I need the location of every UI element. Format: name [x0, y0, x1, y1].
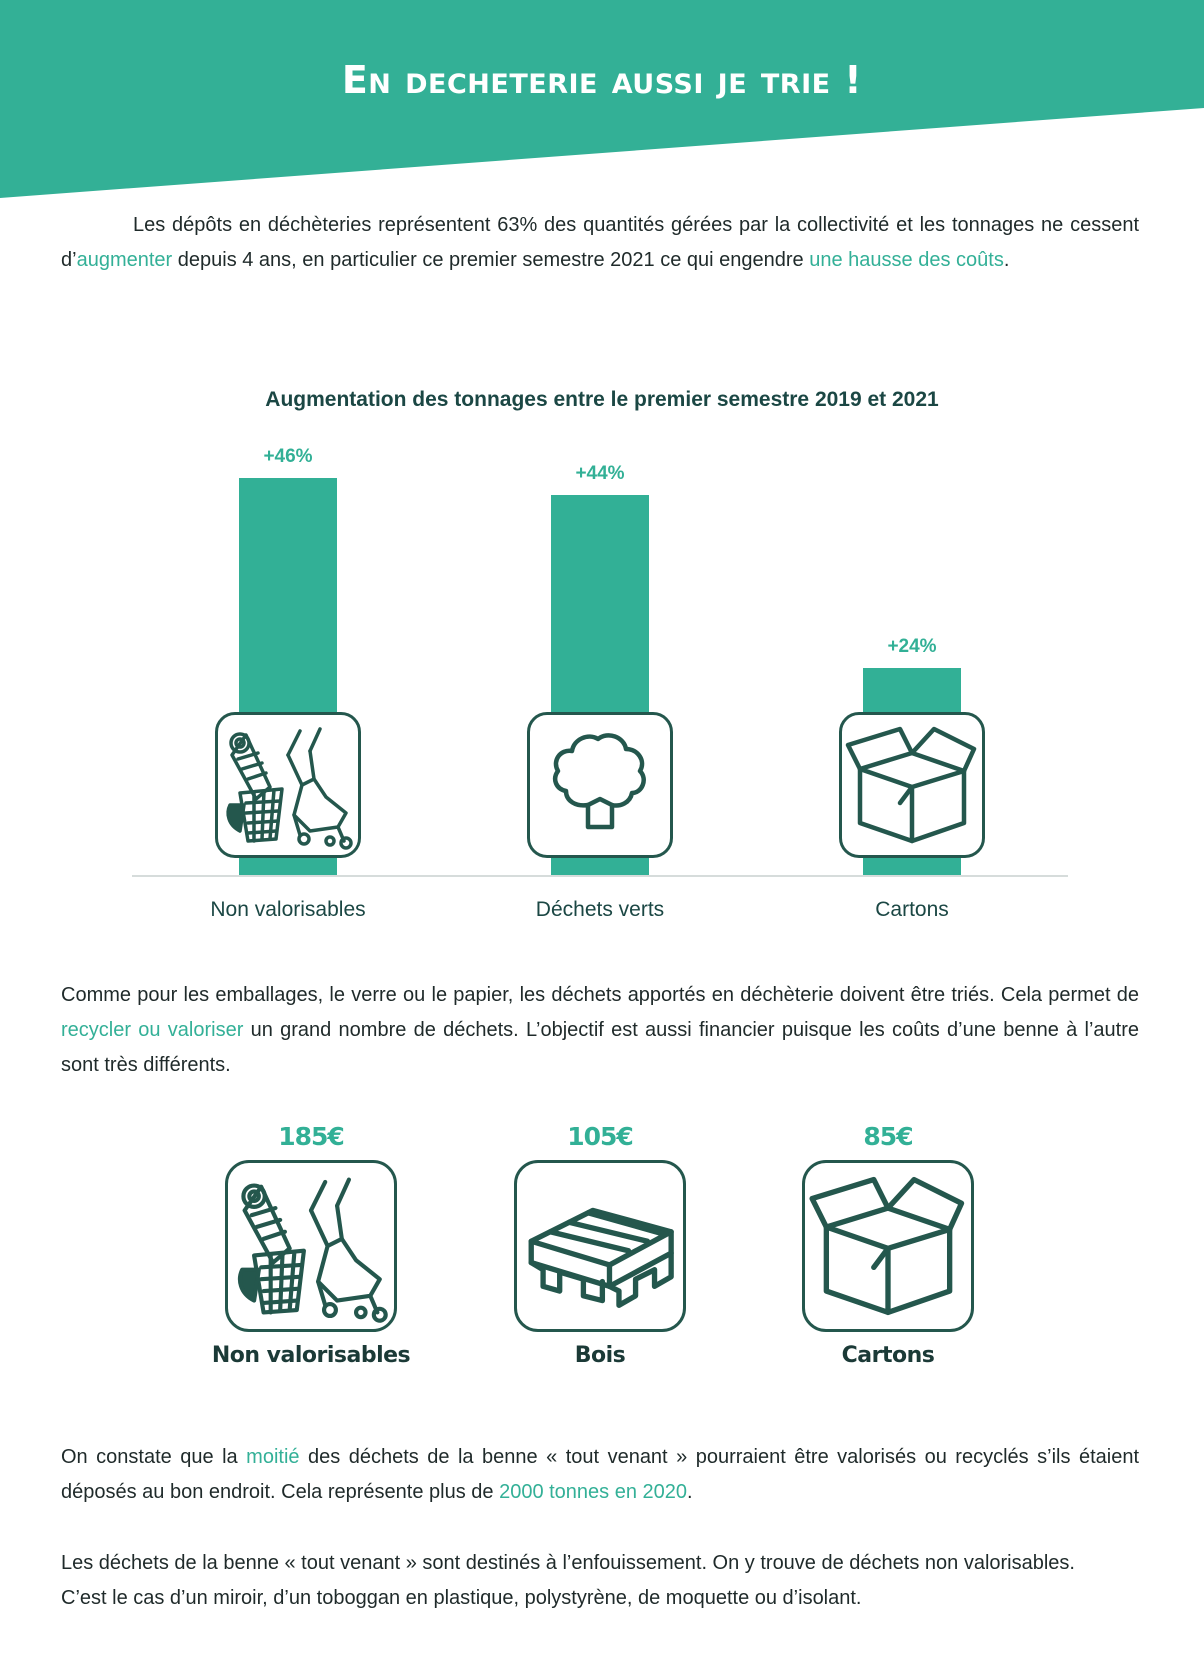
cost-label: Bois [574, 1343, 626, 1368]
category-label: Non valorisables [210, 898, 366, 921]
category-label: Cartons [875, 898, 949, 921]
cost-price: 85€ [863, 1122, 913, 1151]
observation-highlight-2: 2000 tonnes en 2020 [499, 1481, 688, 1503]
intro-highlight-1: augmenter [76, 249, 173, 271]
cardboard-box-icon [802, 1160, 974, 1332]
intro-text-2: depuis 4 ans, en particulier ce premier semestre 2021 ce qui engendre [172, 249, 810, 271]
intro-paragraph [61, 208, 1139, 278]
bar-value-label: +46% [263, 446, 313, 467]
bar-value-label: +44% [575, 463, 625, 485]
sorting-highlight: recycler ou valoriser [61, 1019, 244, 1041]
tree-icon [527, 712, 673, 858]
observation-text-1: On constate que la [61, 1446, 247, 1468]
cardboard-box-icon [839, 712, 985, 858]
cost-price: 105€ [567, 1122, 633, 1151]
cost-price: 185€ [278, 1122, 344, 1151]
wood-pallet-icon [514, 1160, 686, 1332]
sorting-text-1: Comme pour les emballages, le verre ou le papier, les déchets apportés en déchèterie doivent être triés. Cela permet de [61, 984, 1139, 1006]
observation-paragraph [61, 1440, 1139, 1510]
landfill-paragraph [61, 1546, 1139, 1616]
observation-text-2: des déchets de la benne « tout venant » pourraient être valorisés ou recyclés s’ils étaient déposés au bon endroit. Cela représente plus de [61, 1446, 1139, 1503]
category-label: Déchets verts [535, 898, 665, 921]
chart-title: Augmentation des tonnages entre le premier semestre 2019 et 2021 [265, 388, 939, 411]
cost-label: Cartons [841, 1343, 935, 1368]
bulky-waste-icon [225, 1160, 397, 1332]
sorting-text-2: un grand nombre de déchets. L’objectif est aussi financier puisque les coûts d’une benne à l’autre sont très différents. [61, 1019, 1139, 1076]
intro-text-1: Les dépôts en déchèteries représentent 63% des quantités gérées par la collectivité et les tonnages ne cessent d’ [61, 214, 1139, 271]
sorting-paragraph [61, 978, 1139, 1083]
chart-axis [132, 875, 1068, 877]
bulky-waste-icon [215, 712, 361, 858]
observation-text-3: . [687, 1481, 693, 1503]
cost-label: Non valorisables [211, 1343, 411, 1368]
observation-highlight-1: moitié [246, 1446, 300, 1468]
intro-highlight-2: une hausse des coûts [809, 249, 1004, 271]
page-title: En decheterie aussi je trie ! [341, 58, 863, 102]
bar-value-label: +24% [887, 635, 937, 657]
landfill-line-1: Les déchets de la benne « tout venant » sont destinés à l’enfouissement. On y trouve de déchets non valorisables. [61, 1552, 1075, 1574]
landfill-line-2: C’est le cas d’un miroir, d’un toboggan en plastique, polystyrène, de moquette ou d’isolant. [61, 1587, 862, 1609]
intro-text-3: . [1003, 249, 1010, 271]
